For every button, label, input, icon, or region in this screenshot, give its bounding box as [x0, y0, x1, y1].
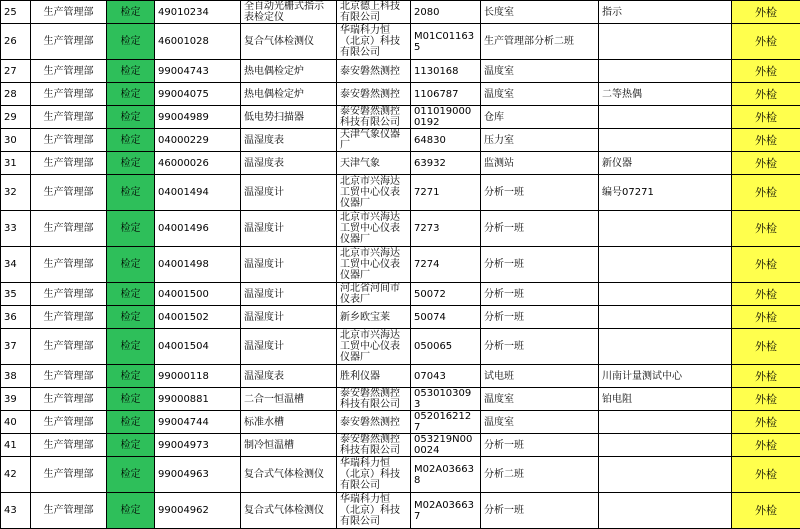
remark-cell[interactable]	[599, 411, 732, 434]
serial-number-cell[interactable]: 50072	[411, 283, 481, 306]
row-number-cell[interactable]: 39	[1, 388, 31, 411]
location-cell[interactable]: 分析二班	[481, 457, 599, 493]
table-row	[1, 175, 800, 211]
manufacturer-cell[interactable]: 河北省河间市仪表厂	[337, 283, 411, 306]
inspection-type-cell[interactable]: 检定	[107, 329, 155, 365]
inspection-mode-cell[interactable]: 外检	[732, 106, 800, 129]
asset-code-cell[interactable]: 99004743	[155, 60, 241, 83]
row-number-cell[interactable]: 33	[1, 211, 31, 247]
inspection-mode-cell[interactable]: 外检	[732, 247, 800, 283]
location-cell[interactable]: 试电班	[481, 365, 599, 388]
remark-cell[interactable]: 铂电阻	[599, 388, 732, 411]
inspection-type-cell[interactable]: 检定	[107, 1, 155, 24]
instrument-name-cell[interactable]: 制冷恒温槽	[241, 434, 337, 457]
inspection-type-cell[interactable]: 检定	[107, 106, 155, 129]
inspection-type-cell[interactable]: 检定	[107, 388, 155, 411]
asset-code-cell[interactable]: 99004989	[155, 106, 241, 129]
department-cell[interactable]: 生产管理部	[31, 129, 107, 152]
inspection-type-cell[interactable]: 检定	[107, 175, 155, 211]
location-cell[interactable]: 温度室	[481, 411, 599, 434]
instrument-name-cell[interactable]: 低电势扫描器	[241, 106, 337, 129]
remark-cell[interactable]	[599, 434, 732, 457]
serial-number-cell[interactable]: 1130168	[411, 60, 481, 83]
location-cell[interactable]: 分析一班	[481, 329, 599, 365]
inspection-type-cell[interactable]: 检定	[107, 247, 155, 283]
serial-number-cell[interactable]: 07043	[411, 365, 481, 388]
table-row	[1, 434, 800, 457]
asset-code-cell[interactable]: 46001028	[155, 24, 241, 60]
inspection-mode-cell[interactable]: 外检	[732, 457, 800, 493]
table-row	[1, 283, 800, 306]
location-cell[interactable]: 分析一班	[481, 283, 599, 306]
department-cell[interactable]: 生产管理部	[31, 247, 107, 283]
table-row	[1, 365, 800, 388]
department-cell[interactable]: 生产管理部	[31, 329, 107, 365]
inspection-mode-cell[interactable]: 外检	[732, 83, 800, 106]
inspection-mode-cell[interactable]: 外检	[732, 60, 800, 83]
inspection-type-cell[interactable]: 检定	[107, 283, 155, 306]
department-cell[interactable]: 生产管理部	[31, 24, 107, 60]
asset-code-cell[interactable]: 99004075	[155, 83, 241, 106]
table-row	[1, 60, 800, 83]
instrument-name-cell[interactable]: 复合气体检测仪	[241, 24, 337, 60]
remark-cell[interactable]	[599, 306, 732, 329]
serial-number-cell[interactable]: M02A036638	[411, 457, 481, 493]
instrument-name-cell[interactable]: 温湿度表	[241, 152, 337, 175]
serial-number-cell[interactable]: 50074	[411, 306, 481, 329]
manufacturer-cell[interactable]: 北京市兴海达工贸中心仪表仪器厂	[337, 211, 411, 247]
location-cell[interactable]: 分析一班	[481, 175, 599, 211]
asset-code-cell[interactable]: 04001496	[155, 211, 241, 247]
table-row	[1, 129, 800, 152]
location-cell[interactable]: 分析一班	[481, 247, 599, 283]
location-cell[interactable]: 温度室	[481, 388, 599, 411]
row-number-cell[interactable]: 36	[1, 306, 31, 329]
inspection-mode-cell[interactable]: 外检	[732, 129, 800, 152]
serial-number-cell[interactable]: 2080	[411, 1, 481, 24]
inspection-type-cell[interactable]: 检定	[107, 24, 155, 60]
department-cell[interactable]: 生产管理部	[31, 175, 107, 211]
manufacturer-cell[interactable]: 胜利仪器	[337, 365, 411, 388]
table-row	[1, 1, 800, 24]
asset-code-cell[interactable]: 99004963	[155, 457, 241, 493]
table-row	[1, 411, 800, 434]
manufacturer-cell[interactable]: 华瑞科力恒（北京）科技有限公司	[337, 493, 411, 529]
table-row	[1, 493, 800, 529]
remark-cell[interactable]	[599, 457, 732, 493]
manufacturer-cell[interactable]: 华瑞科力恒（北京）科技有限公司	[337, 457, 411, 493]
department-cell[interactable]: 生产管理部	[31, 152, 107, 175]
department-cell[interactable]: 生产管理部	[31, 106, 107, 129]
inspection-mode-cell[interactable]: 外检	[732, 211, 800, 247]
manufacturer-cell[interactable]: 北京德上科技有限公司	[337, 1, 411, 24]
remark-cell[interactable]	[599, 129, 732, 152]
row-number-cell[interactable]: 42	[1, 457, 31, 493]
asset-code-cell[interactable]: 04001502	[155, 306, 241, 329]
serial-number-cell[interactable]: 1106787	[411, 83, 481, 106]
remark-cell[interactable]: 川南计量测试中心	[599, 365, 732, 388]
table-row	[1, 83, 800, 106]
instrument-name-cell[interactable]: 温湿度计	[241, 329, 337, 365]
inspection-mode-cell[interactable]: 外检	[732, 283, 800, 306]
department-cell[interactable]: 生产管理部	[31, 283, 107, 306]
row-number-cell[interactable]: 43	[1, 493, 31, 529]
manufacturer-cell[interactable]: 北京市兴海达工贸中心仪表仪器厂	[337, 247, 411, 283]
remark-cell[interactable]: 新仪器	[599, 152, 732, 175]
department-cell[interactable]: 生产管理部	[31, 211, 107, 247]
table-body	[1, 1, 800, 529]
table-row	[1, 152, 800, 175]
serial-number-cell[interactable]: 64830	[411, 129, 481, 152]
manufacturer-cell[interactable]: 泰安磐然测控科技有限公司	[337, 106, 411, 129]
serial-number-cell[interactable]: 0520162127	[411, 411, 481, 434]
remark-cell[interactable]	[599, 493, 732, 529]
department-cell[interactable]: 生产管理部	[31, 388, 107, 411]
instrument-name-cell[interactable]: 温湿度计	[241, 306, 337, 329]
serial-number-cell[interactable]: 7274	[411, 247, 481, 283]
serial-number-cell[interactable]: M01C011635	[411, 24, 481, 60]
manufacturer-cell[interactable]: 天津气象	[337, 152, 411, 175]
instrument-name-cell[interactable]: 二合一恒温槽	[241, 388, 337, 411]
asset-code-cell[interactable]: 99000881	[155, 388, 241, 411]
manufacturer-cell[interactable]: 北京市兴海达工贸中心仪表仪器厂	[337, 329, 411, 365]
serial-number-cell[interactable]: 0530103093	[411, 388, 481, 411]
serial-number-cell[interactable]: 7271	[411, 175, 481, 211]
inspection-mode-cell[interactable]: 外检	[732, 24, 800, 60]
asset-code-cell[interactable]: 99004962	[155, 493, 241, 529]
instrument-name-cell[interactable]: 标准水槽	[241, 411, 337, 434]
row-number-cell[interactable]: 35	[1, 283, 31, 306]
inspection-type-cell[interactable]: 检定	[107, 365, 155, 388]
remark-cell[interactable]: 二等热偶	[599, 83, 732, 106]
location-cell[interactable]: 监测站	[481, 152, 599, 175]
inspection-type-cell[interactable]: 检定	[107, 211, 155, 247]
asset-code-cell[interactable]: 46000026	[155, 152, 241, 175]
inspection-type-cell[interactable]: 检定	[107, 434, 155, 457]
row-number-cell[interactable]: 32	[1, 175, 31, 211]
row-number-cell[interactable]: 26	[1, 24, 31, 60]
department-cell[interactable]: 生产管理部	[31, 83, 107, 106]
row-number-cell[interactable]: 34	[1, 247, 31, 283]
manufacturer-cell[interactable]: 天津气象仪器厂	[337, 129, 411, 152]
asset-code-cell[interactable]: 99000118	[155, 365, 241, 388]
location-cell[interactable]: 长度室	[481, 1, 599, 24]
table-row	[1, 247, 800, 283]
department-cell[interactable]: 生产管理部	[31, 306, 107, 329]
department-cell[interactable]: 生产管理部	[31, 457, 107, 493]
location-cell[interactable]: 分析一班	[481, 493, 599, 529]
row-number-cell[interactable]: 28	[1, 83, 31, 106]
inspection-type-cell[interactable]: 检定	[107, 411, 155, 434]
instrument-name-cell[interactable]: 温湿度计	[241, 175, 337, 211]
inspection-type-cell[interactable]: 检定	[107, 83, 155, 106]
department-cell[interactable]: 生产管理部	[31, 411, 107, 434]
inspection-type-cell[interactable]: 检定	[107, 60, 155, 83]
remark-cell[interactable]	[599, 283, 732, 306]
serial-number-cell[interactable]: 050065	[411, 329, 481, 365]
row-number-cell[interactable]: 29	[1, 106, 31, 129]
serial-number-cell[interactable]: 0110190000192	[411, 106, 481, 129]
instrument-name-cell[interactable]: 复合式气体检测仪	[241, 457, 337, 493]
table-row	[1, 306, 800, 329]
department-cell[interactable]: 生产管理部	[31, 60, 107, 83]
serial-number-cell[interactable]: 053219N000024	[411, 434, 481, 457]
inspection-mode-cell[interactable]: 外检	[732, 434, 800, 457]
instrument-name-cell[interactable]: 温湿度表	[241, 129, 337, 152]
manufacturer-cell[interactable]: 华瑞科力恒（北京）科技有限公司	[337, 24, 411, 60]
instrument-name-cell[interactable]: 温湿度计	[241, 283, 337, 306]
remark-cell[interactable]	[599, 60, 732, 83]
table-row	[1, 388, 800, 411]
department-cell[interactable]: 生产管理部	[31, 365, 107, 388]
department-cell[interactable]: 生产管理部	[31, 1, 107, 24]
inspection-mode-cell[interactable]: 外检	[732, 329, 800, 365]
inspection-type-cell[interactable]: 检定	[107, 129, 155, 152]
row-number-cell[interactable]: 41	[1, 434, 31, 457]
asset-code-cell[interactable]: 04001494	[155, 175, 241, 211]
remark-cell[interactable]: 编号07271	[599, 175, 732, 211]
row-number-cell[interactable]: 25	[1, 1, 31, 24]
instrument-name-cell[interactable]: 复合式气体检测仪	[241, 493, 337, 529]
serial-number-cell[interactable]: M02A036637	[411, 493, 481, 529]
asset-code-cell[interactable]: 04000229	[155, 129, 241, 152]
remark-cell[interactable]: 指示	[599, 1, 732, 24]
asset-code-cell[interactable]: 49010234	[155, 1, 241, 24]
asset-code-cell[interactable]: 99004973	[155, 434, 241, 457]
location-cell[interactable]: 分析一班	[481, 211, 599, 247]
manufacturer-cell[interactable]: 新乡欧宝莱	[337, 306, 411, 329]
row-number-cell[interactable]: 38	[1, 365, 31, 388]
remark-cell[interactable]	[599, 24, 732, 60]
instrument-name-cell[interactable]: 热电偶检定炉	[241, 83, 337, 106]
instrument-name-cell[interactable]: 温湿度表	[241, 365, 337, 388]
remark-cell[interactable]	[599, 329, 732, 365]
instrument-name-cell[interactable]: 温湿度计	[241, 247, 337, 283]
inspection-mode-cell[interactable]: 外检	[732, 152, 800, 175]
location-cell[interactable]: 生产管理部分析二班	[481, 24, 599, 60]
location-cell[interactable]: 压力室	[481, 129, 599, 152]
asset-code-cell[interactable]: 04001498	[155, 247, 241, 283]
location-cell[interactable]: 温度室	[481, 60, 599, 83]
inspection-type-cell[interactable]: 检定	[107, 306, 155, 329]
table-row	[1, 457, 800, 493]
instrument-name-cell[interactable]: 温湿度计	[241, 211, 337, 247]
instrument-name-cell[interactable]: 全自动光栅式指示表检定仪	[241, 1, 337, 24]
location-cell[interactable]: 温度室	[481, 83, 599, 106]
manufacturer-cell[interactable]: 泰安磐然测控科技有限公司	[337, 434, 411, 457]
row-number-cell[interactable]: 40	[1, 411, 31, 434]
manufacturer-cell[interactable]: 泰安磐然测控	[337, 411, 411, 434]
location-cell[interactable]: 分析一班	[481, 434, 599, 457]
remark-cell[interactable]	[599, 211, 732, 247]
manufacturer-cell[interactable]: 泰安磐然测控	[337, 83, 411, 106]
table-row	[1, 106, 800, 129]
row-number-cell[interactable]: 27	[1, 60, 31, 83]
inspection-mode-cell[interactable]: 外检	[732, 493, 800, 529]
inspection-mode-cell[interactable]: 外检	[732, 306, 800, 329]
location-cell[interactable]: 分析一班	[481, 306, 599, 329]
manufacturer-cell[interactable]: 泰安磐然测控	[337, 60, 411, 83]
inspection-mode-cell[interactable]: 外检	[732, 388, 800, 411]
location-cell[interactable]: 仓库	[481, 106, 599, 129]
remark-cell[interactable]	[599, 106, 732, 129]
inspection-type-cell[interactable]: 检定	[107, 493, 155, 529]
manufacturer-cell[interactable]: 北京市兴海达工贸中心仪表仪器厂	[337, 175, 411, 211]
inspection-mode-cell[interactable]: 外检	[732, 411, 800, 434]
row-number-cell[interactable]: 37	[1, 329, 31, 365]
inspection-mode-cell[interactable]: 外检	[732, 365, 800, 388]
remark-cell[interactable]	[599, 247, 732, 283]
asset-code-cell[interactable]: 99004744	[155, 411, 241, 434]
department-cell[interactable]: 生产管理部	[31, 434, 107, 457]
inspection-mode-cell[interactable]: 外检	[732, 1, 800, 24]
serial-number-cell[interactable]: 7273	[411, 211, 481, 247]
table-row	[1, 211, 800, 247]
inspection-mode-cell[interactable]: 外检	[732, 175, 800, 211]
serial-number-cell[interactable]: 63932	[411, 152, 481, 175]
asset-code-cell[interactable]: 04001504	[155, 329, 241, 365]
department-cell[interactable]: 生产管理部	[31, 493, 107, 529]
row-number-cell[interactable]: 31	[1, 152, 31, 175]
asset-code-cell[interactable]: 04001500	[155, 283, 241, 306]
manufacturer-cell[interactable]: 泰安磐然测控科技有限公司	[337, 388, 411, 411]
inspection-type-cell[interactable]: 检定	[107, 457, 155, 493]
row-number-cell[interactable]: 30	[1, 129, 31, 152]
table-row	[1, 329, 800, 365]
table-row	[1, 24, 800, 60]
inspection-type-cell[interactable]: 检定	[107, 152, 155, 175]
instrument-name-cell[interactable]: 热电偶检定炉	[241, 60, 337, 83]
